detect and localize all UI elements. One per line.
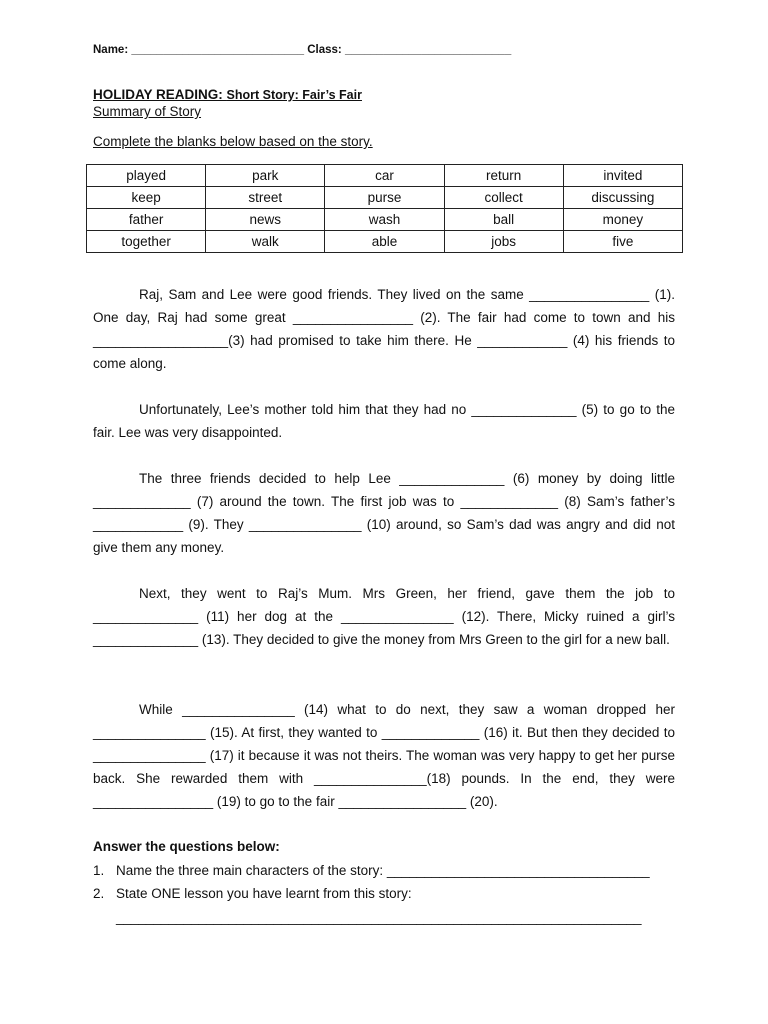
word-cell: keep	[87, 187, 206, 209]
word-cell: five	[563, 231, 682, 253]
word-cell: park	[206, 165, 325, 187]
word-cell: collect	[444, 187, 563, 209]
question-number: 1.	[93, 863, 105, 878]
summary-label: Summary of Story	[93, 104, 202, 119]
word-cell: together	[87, 231, 206, 253]
story-paragraph-3	[93, 467, 675, 559]
word-cell: walk	[206, 231, 325, 253]
question-text: Name the three main characters of the story: ___________________________________	[116, 863, 650, 878]
word-cell: jobs	[444, 231, 563, 253]
word-cell: played	[87, 165, 206, 187]
word-cell: ball	[444, 209, 563, 231]
answer-line: ______________________________________________________________________	[116, 910, 642, 925]
word-bank-row	[87, 187, 683, 209]
question-text: State ONE lesson you have learnt from this story:	[116, 886, 412, 901]
word-cell: discussing	[563, 187, 682, 209]
title-main: HOLIDAY READING:	[93, 87, 227, 102]
title-sub: Short Story: Fair’s Fair	[226, 88, 362, 102]
instruction-text: Complete the blanks below based on the story.	[93, 134, 373, 149]
paragraph-text: Next, they went to Raj’s Mum. Mrs Green, her friend, gave them the job to ______________ (11) her dog at the _______________ (12). There, Micky ruined a girl’s ______________ (13). They decided to give the money from Mrs Green to the girl for a new ball.	[93, 586, 675, 647]
word-cell: return	[444, 165, 563, 187]
story-paragraph-2	[93, 398, 675, 444]
word-cell: able	[325, 231, 444, 253]
questions-heading: Answer the questions below:	[93, 839, 280, 854]
paragraph-text: The three friends decided to help Lee ______________ (6) money by doing little _____________ (7) around the town. The first job was to _____________ (8) Sam’s father’s ____________ (9). They _______________ (10) around, so Sam’s dad was angry and did not give them any money.	[93, 471, 675, 555]
paragraph-text: While _______________ (14) what to do next, they saw a woman dropped her _______________ (15). At first, they wanted to _____________ (16) it. But then they decided to _______________ (17) it because it was not theirs. The woman was very happy to get her purse back. She rewarded them with _______________(18) pounds. In the end, they were ________________ (19) to go to the fair _________________ (20).	[93, 702, 675, 809]
word-cell: news	[206, 209, 325, 231]
question-1	[93, 863, 650, 878]
word-cell: invited	[563, 165, 682, 187]
story-paragraph-5	[93, 698, 675, 813]
word-cell: car	[325, 165, 444, 187]
paragraph-text: Unfortunately, Lee’s mother told him that they had no ______________ (5) to go to the fair. Lee was very disappointed.	[93, 402, 675, 440]
word-cell: purse	[325, 187, 444, 209]
question-number: 2.	[93, 886, 105, 901]
story-paragraph-4	[93, 582, 675, 651]
word-bank-row	[87, 165, 683, 187]
paragraph-text: Raj, Sam and Lee were good friends. They lived on the same ________________ (1). One day, Raj had some great ________________ (2). The fair had come to town and his __________________(3) had promised to take him there. He ____________ (4) his friends to come along.	[93, 287, 675, 371]
story-paragraph-1	[93, 283, 675, 375]
question-2	[93, 886, 412, 901]
word-bank-table	[86, 164, 683, 253]
word-cell: money	[563, 209, 682, 231]
name-class-line: Name: ___________________________ Class: __________________________	[93, 44, 512, 56]
word-cell: father	[87, 209, 206, 231]
word-bank-row	[87, 231, 683, 253]
word-cell: wash	[325, 209, 444, 231]
page-title	[93, 87, 362, 102]
word-cell: street	[206, 187, 325, 209]
word-bank-row	[87, 209, 683, 231]
